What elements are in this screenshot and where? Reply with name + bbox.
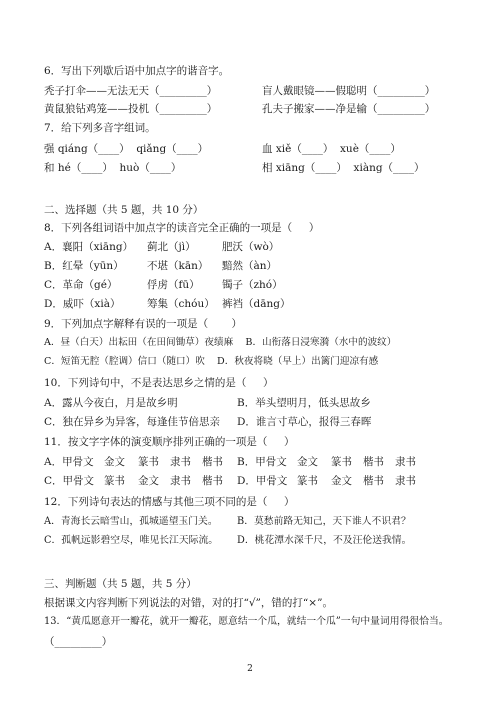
q8-row-c-2: 俘虏（fū） <box>147 279 200 291</box>
q11-a-2: 金文 <box>104 456 125 468</box>
q11-b-2: 金文 <box>297 456 318 468</box>
q8-row-a-2: 蓟北（jì） <box>147 241 196 253</box>
q6-item-2: 盲人戴眼镜——假聪明（_________） <box>262 85 436 97</box>
q11-d-3: 金文 <box>331 475 352 487</box>
q8-row-a-3: 肥沃（wò） <box>222 241 280 253</box>
q11-b-4: 楷书 <box>363 456 384 468</box>
q10-option-d: D．谁言寸草心，报得三春晖 <box>237 416 372 428</box>
q11-title: 11．按文字字体的演变顺序排列正确的一项是（ ） <box>44 436 295 448</box>
q11-c-5: 楷书 <box>202 475 223 487</box>
q8-title: 8．下列各组词语中加点字的读音完全正确的一项是（ ） <box>44 222 320 234</box>
page-number: 2 <box>247 664 253 674</box>
q11-b-1: B．甲骨文 <box>237 456 287 468</box>
q11-c-1: C．甲骨文 <box>44 475 95 487</box>
q9-title: 9．下列加点字解释有误的一项是（ ） <box>44 318 243 330</box>
q12-option-b: B．莫愁前路无知己，天下谁人不识君？ <box>237 516 411 527</box>
section3-instruction: 根据课文内容判断下列说法的对错，对的打“√”，错的打“×”。 <box>44 597 333 609</box>
q6-item-1: 秃子打伞——无法无天（_________） <box>44 85 218 97</box>
q7-item-1: 强 qiáng（____） qiǎng（____） <box>44 143 209 155</box>
q10-option-c: C．独在异乡为异客，每逢佳节倍思亲 <box>44 416 221 428</box>
q6-item-4: 孔夫子搬家——净是输（_________） <box>262 103 436 115</box>
section2-title: 二、选择题（共 5 题，共 10 分） <box>44 204 204 216</box>
q11-a-4: 隶书 <box>170 456 191 468</box>
q11-d-5: 隶书 <box>395 475 416 487</box>
q6-title: 6．写出下列歇后语中加点字的谐音字。 <box>44 65 230 77</box>
q7-item-3: 和 hé（____） huò（____） <box>44 162 182 174</box>
q11-c-3: 金文 <box>138 475 159 487</box>
q8-row-b-3: 黯然（àn） <box>222 260 278 272</box>
q11-c-2: 篆书 <box>104 475 125 487</box>
q11-a-1: A．甲骨文 <box>44 456 94 468</box>
q12-title: 12．下列诗句表达的情感与其他三项不同的是（ ） <box>44 496 295 508</box>
q8-row-c-1: C．革命（gé） <box>44 279 118 291</box>
q12-option-d: D．桃花潭水深千尺，不及汪伦送我情。 <box>237 535 412 546</box>
q8-row-d-1: D．威吓（xià） <box>44 298 121 310</box>
q8-row-a-1: A．襄阳（xiāng） <box>44 241 134 253</box>
q8-row-c-3: 镯子（zhó） <box>222 279 283 291</box>
q13-answer-blank[interactable]: （_________） <box>44 636 113 648</box>
q9-line-2: C．短笛无腔（腔调）信口（随口）吹 D．秋夜将晓（早上）出篱门迎凉有感 <box>44 356 379 367</box>
q11-a-5: 楷书 <box>202 456 223 468</box>
q11-a-3: 篆书 <box>138 456 159 468</box>
q8-row-b-2: 不堪（kān） <box>147 260 209 272</box>
q11-b-5: 隶书 <box>395 456 416 468</box>
q12-option-a: A．青海长云暗雪山，孤城遥望玉门关。 <box>44 516 218 527</box>
q11-d-4: 楷书 <box>363 475 384 487</box>
q13-text: 13．“黄瓜愿意开一瓣花，就开一瓣花，愿意结一个瓜，就结一个瓜”一句中量词用得很恰当。 <box>44 616 449 627</box>
section3-title: 三、判断题（共 5 题，共 5 分） <box>44 578 197 590</box>
q10-option-b: B．举头望明月，低头思故乡 <box>237 397 371 409</box>
q11-d-1: D．甲骨文 <box>237 475 288 487</box>
q8-row-d-3: 裤裆（dāng） <box>222 298 291 310</box>
q8-row-b-1: B．红晕（yūn） <box>44 260 124 272</box>
q12-option-c: C．孤帆远影碧空尽，唯见长江天际流。 <box>44 535 219 546</box>
q10-option-a: A．露从今夜白，月是故乡明 <box>44 397 178 409</box>
q7-title: 7．给下列多音字组词。 <box>44 122 156 134</box>
q8-row-d-2: 筹集（chóu） <box>147 298 215 310</box>
q7-item-4: 相 xiāng（____） xiàng（____） <box>262 162 425 174</box>
q11-c-4: 隶书 <box>170 475 191 487</box>
q7-item-2: 血 xiě（____） xuè（____） <box>262 143 401 155</box>
q11-b-3: 篆书 <box>331 456 352 468</box>
q11-d-2: 篆书 <box>297 475 318 487</box>
q6-item-3: 黄鼠狼钻鸡笼——投机（_________） <box>44 103 218 115</box>
q10-title: 10．下列诗句中，不是表达思乡之情的是（ ） <box>44 377 274 389</box>
q9-line-1: A．昼（白天）出耘田（在田间锄草）夜绩麻 B．山衔落日浸寒漪（水中的波纹） <box>44 337 397 348</box>
